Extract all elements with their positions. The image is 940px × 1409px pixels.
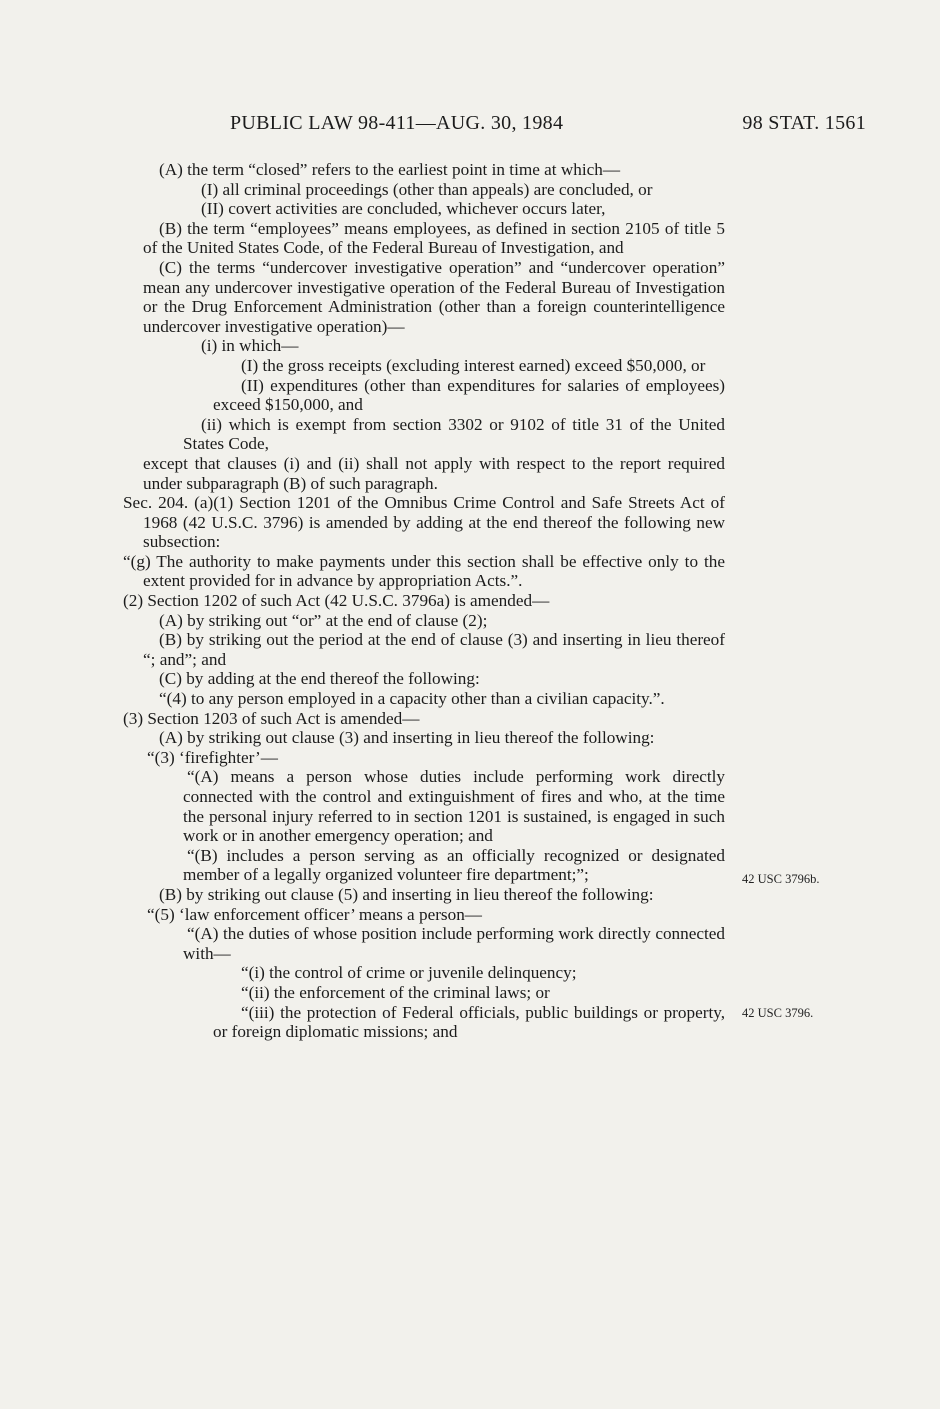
paragraph: “(4) to any person employed in a capacity other than a civilian capacity.”. (159, 689, 665, 709)
paragraph: (A) by striking out “or” at the end of clause (2); (159, 610, 488, 630)
paragraph: (C) the terms “undercover investigative operation” and “undercover operation” mean any undercover investigative operation of the Federal Bureau of Investigation or the Drug Enforcement Administration (other than a foreign counterintelligence undercover investigative operation)— (143, 257, 725, 336)
paragraph: “(i) the control of crime or juvenile delinquency; (241, 963, 577, 983)
paragraph: “(B) includes a person serving as an officially recognized or designated member of a legally organized volunteer fire department;”; (183, 845, 725, 885)
paragraph: “(ii) the enforcement of the criminal laws; or (241, 982, 550, 1002)
statute-page-number: 98 STAT. 1561 (742, 112, 866, 134)
margin-citation: 42 USC 3796b. (742, 872, 820, 886)
paragraph: (C) by adding at the end thereof the following: (159, 669, 480, 689)
paragraph: “(5) ‘law enforcement officer’ means a person— (147, 904, 482, 924)
margin-citation: 42 USC 3796. (742, 1006, 814, 1020)
public-law-heading: PUBLIC LAW 98-411—AUG. 30, 1984 (230, 112, 564, 134)
paragraph: “(g) The authority to make payments under this section shall be effective only to the extent provided for in advance by appropriation Acts.”. (123, 551, 725, 591)
paragraph: except that clauses (i) and (ii) shall not apply with respect to the report required under subparagraph (B) of such paragraph. (143, 453, 725, 493)
paragraph: (3) Section 1203 of such Act is amended— (123, 708, 420, 728)
paragraph: (A) the term “closed” refers to the earliest point in time at which— (159, 160, 621, 179)
document-body (123, 160, 725, 1042)
paragraph: (A) by striking out clause (3) and inserting in lieu thereof the following: (159, 728, 655, 748)
paragraph: Sec. 204. (a)(1) Section 1201 of the Omnibus Crime Control and Safe Streets Act of 1968 (42 U.S.C. 3796) is amended by adding at the end thereof the following new subsection: (123, 493, 725, 552)
paragraph: (I) the gross receipts (excluding interest earned) exceed $50,000, or (241, 355, 706, 375)
paragraph: (B) by striking out clause (5) and inserting in lieu thereof the following: (159, 884, 654, 904)
paragraph: (ii) which is exempt from section 3302 or 9102 of title 31 of the United States Code, (183, 414, 725, 454)
paragraph: (i) in which— (201, 336, 299, 356)
paragraph: “(A) means a person whose duties include performing work directly connected with the control and extinguishment of fires and who, at the time the personal injury referred to in section 1201 is sustained, is engaged in such work or in another emergency operation; and (183, 767, 725, 846)
paragraph: (II) covert activities are concluded, whichever occurs later, (201, 199, 606, 219)
paragraph: “(3) ‘firefighter’— (147, 747, 278, 767)
paragraph: (B) the term “employees” means employees, as defined in section 2105 of title 5 of the United States Code, of the Federal Bureau of Investigation, and (143, 218, 725, 258)
paragraph: “(A) the duties of whose position include performing work directly connected with— (183, 924, 725, 963)
paragraph: (B) by striking out the period at the end of clause (3) and inserting in lieu thereof “; and”; and (143, 630, 725, 669)
paragraph: (II) expenditures (other than expenditures for salaries of employees) exceed $150,000, and (213, 375, 725, 415)
paragraph: (2) Section 1202 of such Act (42 U.S.C. 3796a) is amended— (123, 591, 550, 611)
paragraph: (I) all criminal proceedings (other than appeals) are concluded, or (201, 179, 653, 199)
paragraph: “(iii) the protection of Federal officials, public buildings or property, or foreign diplomatic missions; and (213, 1002, 725, 1042)
